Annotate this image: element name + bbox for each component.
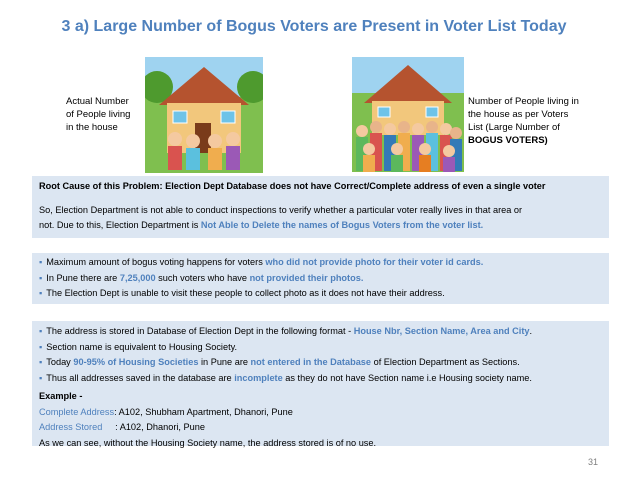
caption-voter-list-people xyxy=(468,95,608,147)
address-format-box xyxy=(32,321,609,446)
caption-line: the house as per Voters xyxy=(468,109,569,120)
slide-title: 3 a) Large Number of Bogus Voters are Present in Voter List Today xyxy=(61,18,567,35)
root-cause-box xyxy=(32,176,609,238)
root-cause-line: So, Election Department is not able to conduct inspections to verify whether a particular voter really lives in that area or xyxy=(39,204,523,215)
conclusion-line: As we can see, without the Housing Society name, the address stored is of no use. xyxy=(39,437,377,448)
bullet-item: ▪ Thus all addresses saved in the database are incomplete as they do not have Section name i.e Housing society name. xyxy=(39,371,602,387)
house-few-people-illustration xyxy=(145,57,263,173)
photo-bullets-box xyxy=(32,253,609,304)
root-cause-line: not. Due to this, Election Department is Not Able to Delete the names of Bogus Voters from the voter list. xyxy=(39,220,484,230)
root-cause-heading: Root Cause of this Problem: Election Dept Database does not have Correct/Complete address of even a single voter xyxy=(39,181,546,191)
house-crowd-illustration xyxy=(352,57,464,172)
page-number: 31 xyxy=(588,457,599,467)
caption-line: Actual Number xyxy=(66,96,129,107)
bullet-item: ▪ Section name is equivalent to Housing Society. xyxy=(39,340,602,356)
caption-line: in the house xyxy=(66,122,118,133)
caption-line-bold: BOGUS VOTERS) xyxy=(468,135,548,146)
stored-address-line: Address Stored : A102, Dhanori, Pune xyxy=(39,422,205,432)
bullet-item: ▪ In Pune there are 7,25,000 such voters who have not provided their photos. xyxy=(39,271,602,287)
example-label: Example - xyxy=(39,391,83,401)
complete-address-line: Complete Address: A102, Shubham Apartment, Dhanori, Pune xyxy=(39,406,293,417)
caption-line: Number of People living in xyxy=(468,96,579,107)
bullet-item: ▪ The address is stored in Database of Election Dept in the following format - House Nbr, Section Name, Area and City. xyxy=(39,324,602,340)
bullet-item: ▪ Maximum amount of bogus voting happens for voters who did not provide photo for their voter id cards. xyxy=(39,255,602,271)
caption-line: of People living xyxy=(66,109,131,120)
caption-line: List (Large Number of xyxy=(468,122,560,133)
bullet-item: ▪ Today 90-95% of Housing Societies in Pune are not entered in the Database of Election Department as Sections. xyxy=(39,355,602,371)
caption-actual-people xyxy=(66,95,152,134)
bullet-item: ▪ The Election Dept is unable to visit these people to collect photo as it does not have their address. xyxy=(39,286,602,302)
